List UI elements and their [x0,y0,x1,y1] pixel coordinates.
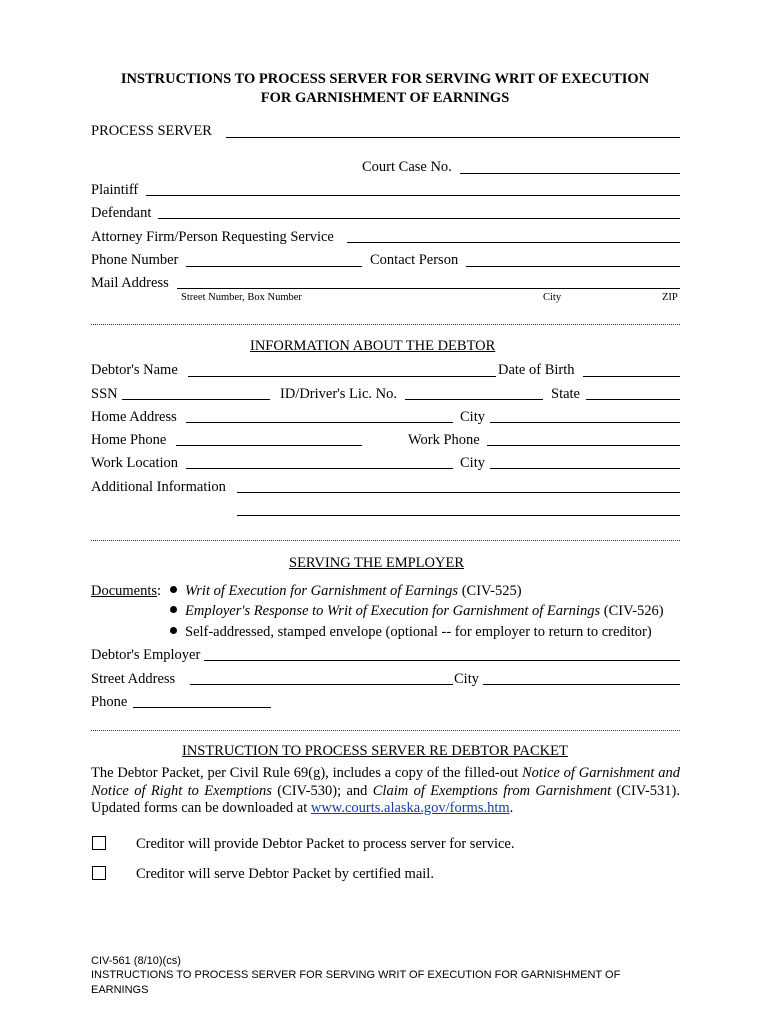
home-phone-field[interactable] [176,445,362,446]
debtors-employer-label: Debtor's Employer [91,647,201,663]
mail-address-field[interactable] [177,288,680,289]
debtor-section-heading: INFORMATION ABOUT THE DEBTOR [250,338,496,354]
city-caption: City [543,292,562,303]
home-phone-label: Home Phone [91,432,167,448]
id-drivers-lic-field[interactable] [405,399,543,400]
defendant-field[interactable] [158,218,680,219]
provide-packet-label: Creditor will provide Debtor Packet to process server for service. [136,836,515,852]
bullet-icon [170,586,177,593]
bullet-icon [170,606,177,613]
certified-mail-label: Creditor will serve Debtor Packet by certified mail. [136,866,434,882]
document-item: Employer's Response to Writ of Execution for Garnishment of Earnings (CIV-526) [170,603,664,620]
forms-link[interactable]: www.courts.alaska.gov/forms.htm [310,800,510,816]
attorney-label: Attorney Firm/Person Requesting Service [91,229,334,245]
employer-phone-label: Phone [91,694,128,710]
mail-address-label: Mail Address [91,275,169,291]
additional-information-field-1[interactable] [237,492,680,493]
work-city-label: City [460,455,485,471]
process-server-label: PROCESS SERVER [91,123,212,139]
home-address-label: Home Address [91,409,177,425]
defendant-label: Defendant [91,205,152,221]
debtor-packet-paragraph: The Debtor Packet, per Civil Rule 69(g), includes a copy of the filled-out Notice of Garnishment and Notice of Right to Exemptions (CIV-530); and Claim of Exemptions from Garnishment (CIV-531). Updated forms can be downloaded at www.courts.alaska.gov/forms.htm. [91,765,680,816]
ssn-label: SSN [91,386,118,402]
bullet-icon [170,627,177,634]
work-phone-field[interactable] [487,445,680,446]
street-caption: Street Number, Box Number [181,292,302,303]
street-address-field[interactable] [190,684,453,685]
footer-title-line1: INSTRUCTIONS TO PROCESS SERVER FOR SERVING WRIT OF EXECUTION FOR GARNISHMENT OF [91,969,621,981]
section-divider [91,540,680,541]
ssn-field[interactable] [122,399,270,400]
state-field[interactable] [586,399,680,400]
home-city-field[interactable] [490,422,680,423]
plaintiff-field[interactable] [146,195,680,196]
work-city-field[interactable] [490,468,680,469]
section-divider [91,730,680,731]
document-item: Self-addressed, stamped envelope (optional -- for employer to return to creditor) [170,624,652,641]
additional-information-field-2[interactable] [237,515,680,516]
attorney-field[interactable] [347,242,680,243]
debtors-employer-field[interactable] [204,660,680,661]
date-of-birth-field[interactable] [583,376,680,377]
contact-person-field[interactable] [466,266,680,267]
document-item: Writ of Execution for Garnishment of Earnings (CIV-525) [170,583,522,600]
state-label: State [551,386,580,402]
plaintiff-label: Plaintiff [91,182,139,198]
employer-city-label: City [454,671,479,687]
work-location-label: Work Location [91,455,179,471]
debtors-name-field[interactable] [188,376,496,377]
form-code: CIV-561 (8/10)(cs) [91,955,181,967]
form-title-line2: FOR GARNISHMENT OF EARNINGS [260,90,510,106]
date-of-birth-label: Date of Birth [498,362,575,378]
employer-phone-field[interactable] [133,707,271,708]
additional-information-label: Additional Information [91,479,226,495]
zip-caption: ZIP [662,292,678,303]
section-divider [91,324,680,325]
certified-mail-checkbox[interactable] [92,866,106,880]
home-city-label: City [460,409,485,425]
form-title-line1: INSTRUCTIONS TO PROCESS SERVER FOR SERVING WRIT OF EXECUTION [120,71,650,87]
home-address-field[interactable] [186,422,453,423]
packet-section-heading: INSTRUCTION TO PROCESS SERVER RE DEBTOR PACKET [182,743,568,759]
work-location-field[interactable] [186,468,453,469]
id-drivers-lic-label: ID/Driver's Lic. No. [280,386,397,402]
footer-title-line2: EARNINGS [91,984,149,996]
documents-label: Documents: [91,583,162,599]
work-phone-label: Work Phone [408,432,480,448]
debtors-name-label: Debtor's Name [91,362,178,378]
process-server-field[interactable] [226,137,680,138]
street-address-label: Street Address [91,671,176,687]
provide-packet-checkbox[interactable] [92,836,106,850]
court-case-no-field[interactable] [460,173,680,174]
court-case-no-label: Court Case No. [362,159,452,175]
employer-city-field[interactable] [483,684,680,685]
contact-person-label: Contact Person [370,252,459,268]
phone-number-field[interactable] [186,266,362,267]
employer-section-heading: SERVING THE EMPLOYER [289,555,464,571]
phone-number-label: Phone Number [91,252,179,268]
